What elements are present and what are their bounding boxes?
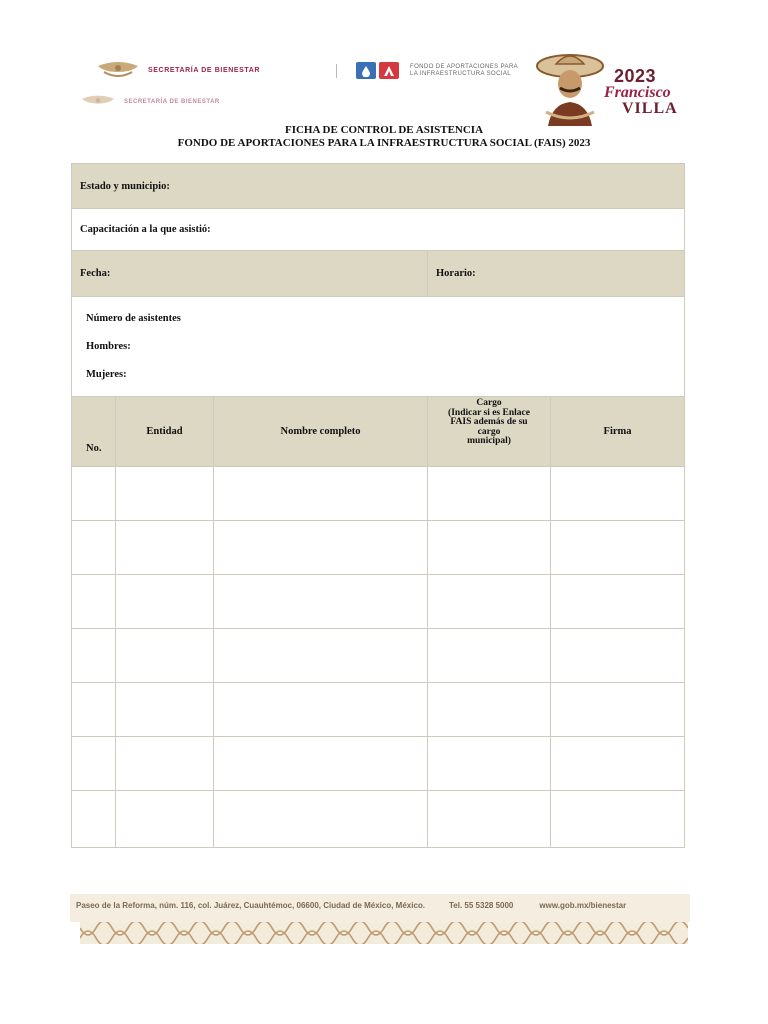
cell-nombre[interactable] bbox=[214, 791, 428, 848]
cell-no[interactable] bbox=[72, 683, 116, 737]
cell-firma[interactable] bbox=[551, 467, 685, 521]
asistentes-field[interactable] bbox=[72, 297, 685, 397]
table-row bbox=[72, 575, 685, 629]
header-divider bbox=[336, 64, 337, 78]
secretaria-label-faded: SECRETARÍA DE BIENESTAR bbox=[124, 99, 220, 105]
francisco-villa-2023-logo bbox=[534, 48, 684, 128]
francisco-villa-portrait-icon bbox=[534, 48, 606, 128]
hombres-label: Hombres: bbox=[86, 340, 131, 352]
cell-firma[interactable] bbox=[551, 737, 685, 791]
villa-year: 2023 bbox=[614, 66, 657, 86]
fecha-field[interactable]: Fecha: bbox=[72, 251, 428, 297]
cell-nombre[interactable] bbox=[214, 683, 428, 737]
mujeres-label: Mujeres: bbox=[86, 368, 127, 380]
cell-firma[interactable] bbox=[551, 791, 685, 848]
table-row bbox=[72, 737, 685, 791]
num-asistentes-label: Número de asistentes bbox=[86, 312, 181, 324]
cell-entidad[interactable] bbox=[116, 683, 214, 737]
table-row bbox=[72, 467, 685, 521]
table-row bbox=[72, 683, 685, 737]
cell-entidad[interactable] bbox=[116, 521, 214, 575]
form-title: FICHA DE CONTROL DE ASISTENCIA bbox=[284, 124, 484, 136]
eagle-emblem-icon bbox=[96, 60, 140, 80]
cell-entidad[interactable] bbox=[116, 575, 214, 629]
cell-nombre[interactable] bbox=[214, 629, 428, 683]
cell-no[interactable] bbox=[72, 467, 116, 521]
col-header-cargo: Cargo (Indicar si es Enlace FAIS además de su cargo municipal) bbox=[428, 397, 551, 467]
footer-contact bbox=[76, 901, 626, 910]
fais-logo-text: FONDO DE APORTACIONES PARA LA INFRAESTRUCTURA SOCIAL bbox=[410, 63, 519, 77]
table-row bbox=[72, 629, 685, 683]
cell-cargo[interactable] bbox=[428, 683, 551, 737]
fais-logo bbox=[356, 62, 518, 79]
cell-cargo[interactable] bbox=[428, 791, 551, 848]
cell-firma[interactable] bbox=[551, 683, 685, 737]
cell-no[interactable] bbox=[72, 791, 116, 848]
footer-phone: Tel. 55 5328 5000 bbox=[449, 901, 514, 910]
page-header bbox=[0, 0, 768, 130]
attendance-form bbox=[71, 163, 685, 848]
secretaria-bienestar-logo bbox=[96, 60, 260, 80]
form-subtitle: FONDO DE APORTACIONES PARA LA INFRAESTRUCTURA SOCIAL (FAIS) 2023 bbox=[177, 137, 591, 149]
secretaria-bienestar-logo-faded bbox=[80, 94, 220, 110]
footer-website: www.gob.mx/bienestar bbox=[539, 901, 627, 910]
col-header-no: No. bbox=[72, 397, 116, 467]
cell-entidad[interactable] bbox=[116, 467, 214, 521]
table-header-row bbox=[72, 397, 685, 467]
capacitacion-row bbox=[72, 209, 685, 251]
cell-entidad[interactable] bbox=[116, 791, 214, 848]
col-header-entidad: Entidad bbox=[116, 397, 214, 467]
footer-address: Paseo de la Reforma, núm. 116, col. Juárez, Cuauhtémoc, 06600, Ciudad de México, México. bbox=[76, 901, 426, 910]
cell-entidad[interactable] bbox=[116, 737, 214, 791]
cell-no[interactable] bbox=[72, 521, 116, 575]
cell-cargo[interactable] bbox=[428, 521, 551, 575]
cell-cargo[interactable] bbox=[428, 629, 551, 683]
cell-no[interactable] bbox=[72, 737, 116, 791]
fecha-horario-row bbox=[72, 251, 685, 297]
col-header-nombre: Nombre completo bbox=[214, 397, 428, 467]
capacitacion-field[interactable]: Capacitación a la que asistió: bbox=[72, 209, 685, 251]
water-drop-icon bbox=[356, 62, 376, 79]
house-road-icon bbox=[379, 62, 399, 79]
cell-entidad[interactable] bbox=[116, 629, 214, 683]
estado-field[interactable]: Estado y municipio: bbox=[72, 164, 685, 209]
horario-field[interactable]: Horario: bbox=[428, 251, 685, 297]
villa-name-first: Francisco bbox=[604, 84, 671, 101]
table-row bbox=[72, 521, 685, 575]
col-header-firma: Firma bbox=[551, 397, 685, 467]
cell-cargo[interactable] bbox=[428, 737, 551, 791]
cell-cargo[interactable] bbox=[428, 575, 551, 629]
decorative-pattern-band bbox=[80, 922, 688, 944]
cell-cargo[interactable] bbox=[428, 467, 551, 521]
cell-nombre[interactable] bbox=[214, 737, 428, 791]
cell-no[interactable] bbox=[72, 629, 116, 683]
estado-row bbox=[72, 164, 685, 209]
cell-nombre[interactable] bbox=[214, 575, 428, 629]
cell-firma[interactable] bbox=[551, 521, 685, 575]
secretaria-label: SECRETARÍA DE BIENESTAR bbox=[148, 66, 261, 74]
cell-nombre[interactable] bbox=[214, 467, 428, 521]
cell-firma[interactable] bbox=[551, 629, 685, 683]
cell-no[interactable] bbox=[72, 575, 116, 629]
cell-firma[interactable] bbox=[551, 575, 685, 629]
cell-nombre[interactable] bbox=[214, 521, 428, 575]
villa-name-last: VILLA bbox=[622, 100, 678, 117]
table-row bbox=[72, 791, 685, 848]
asistentes-row bbox=[72, 297, 685, 397]
eagle-emblem-icon bbox=[80, 94, 116, 110]
